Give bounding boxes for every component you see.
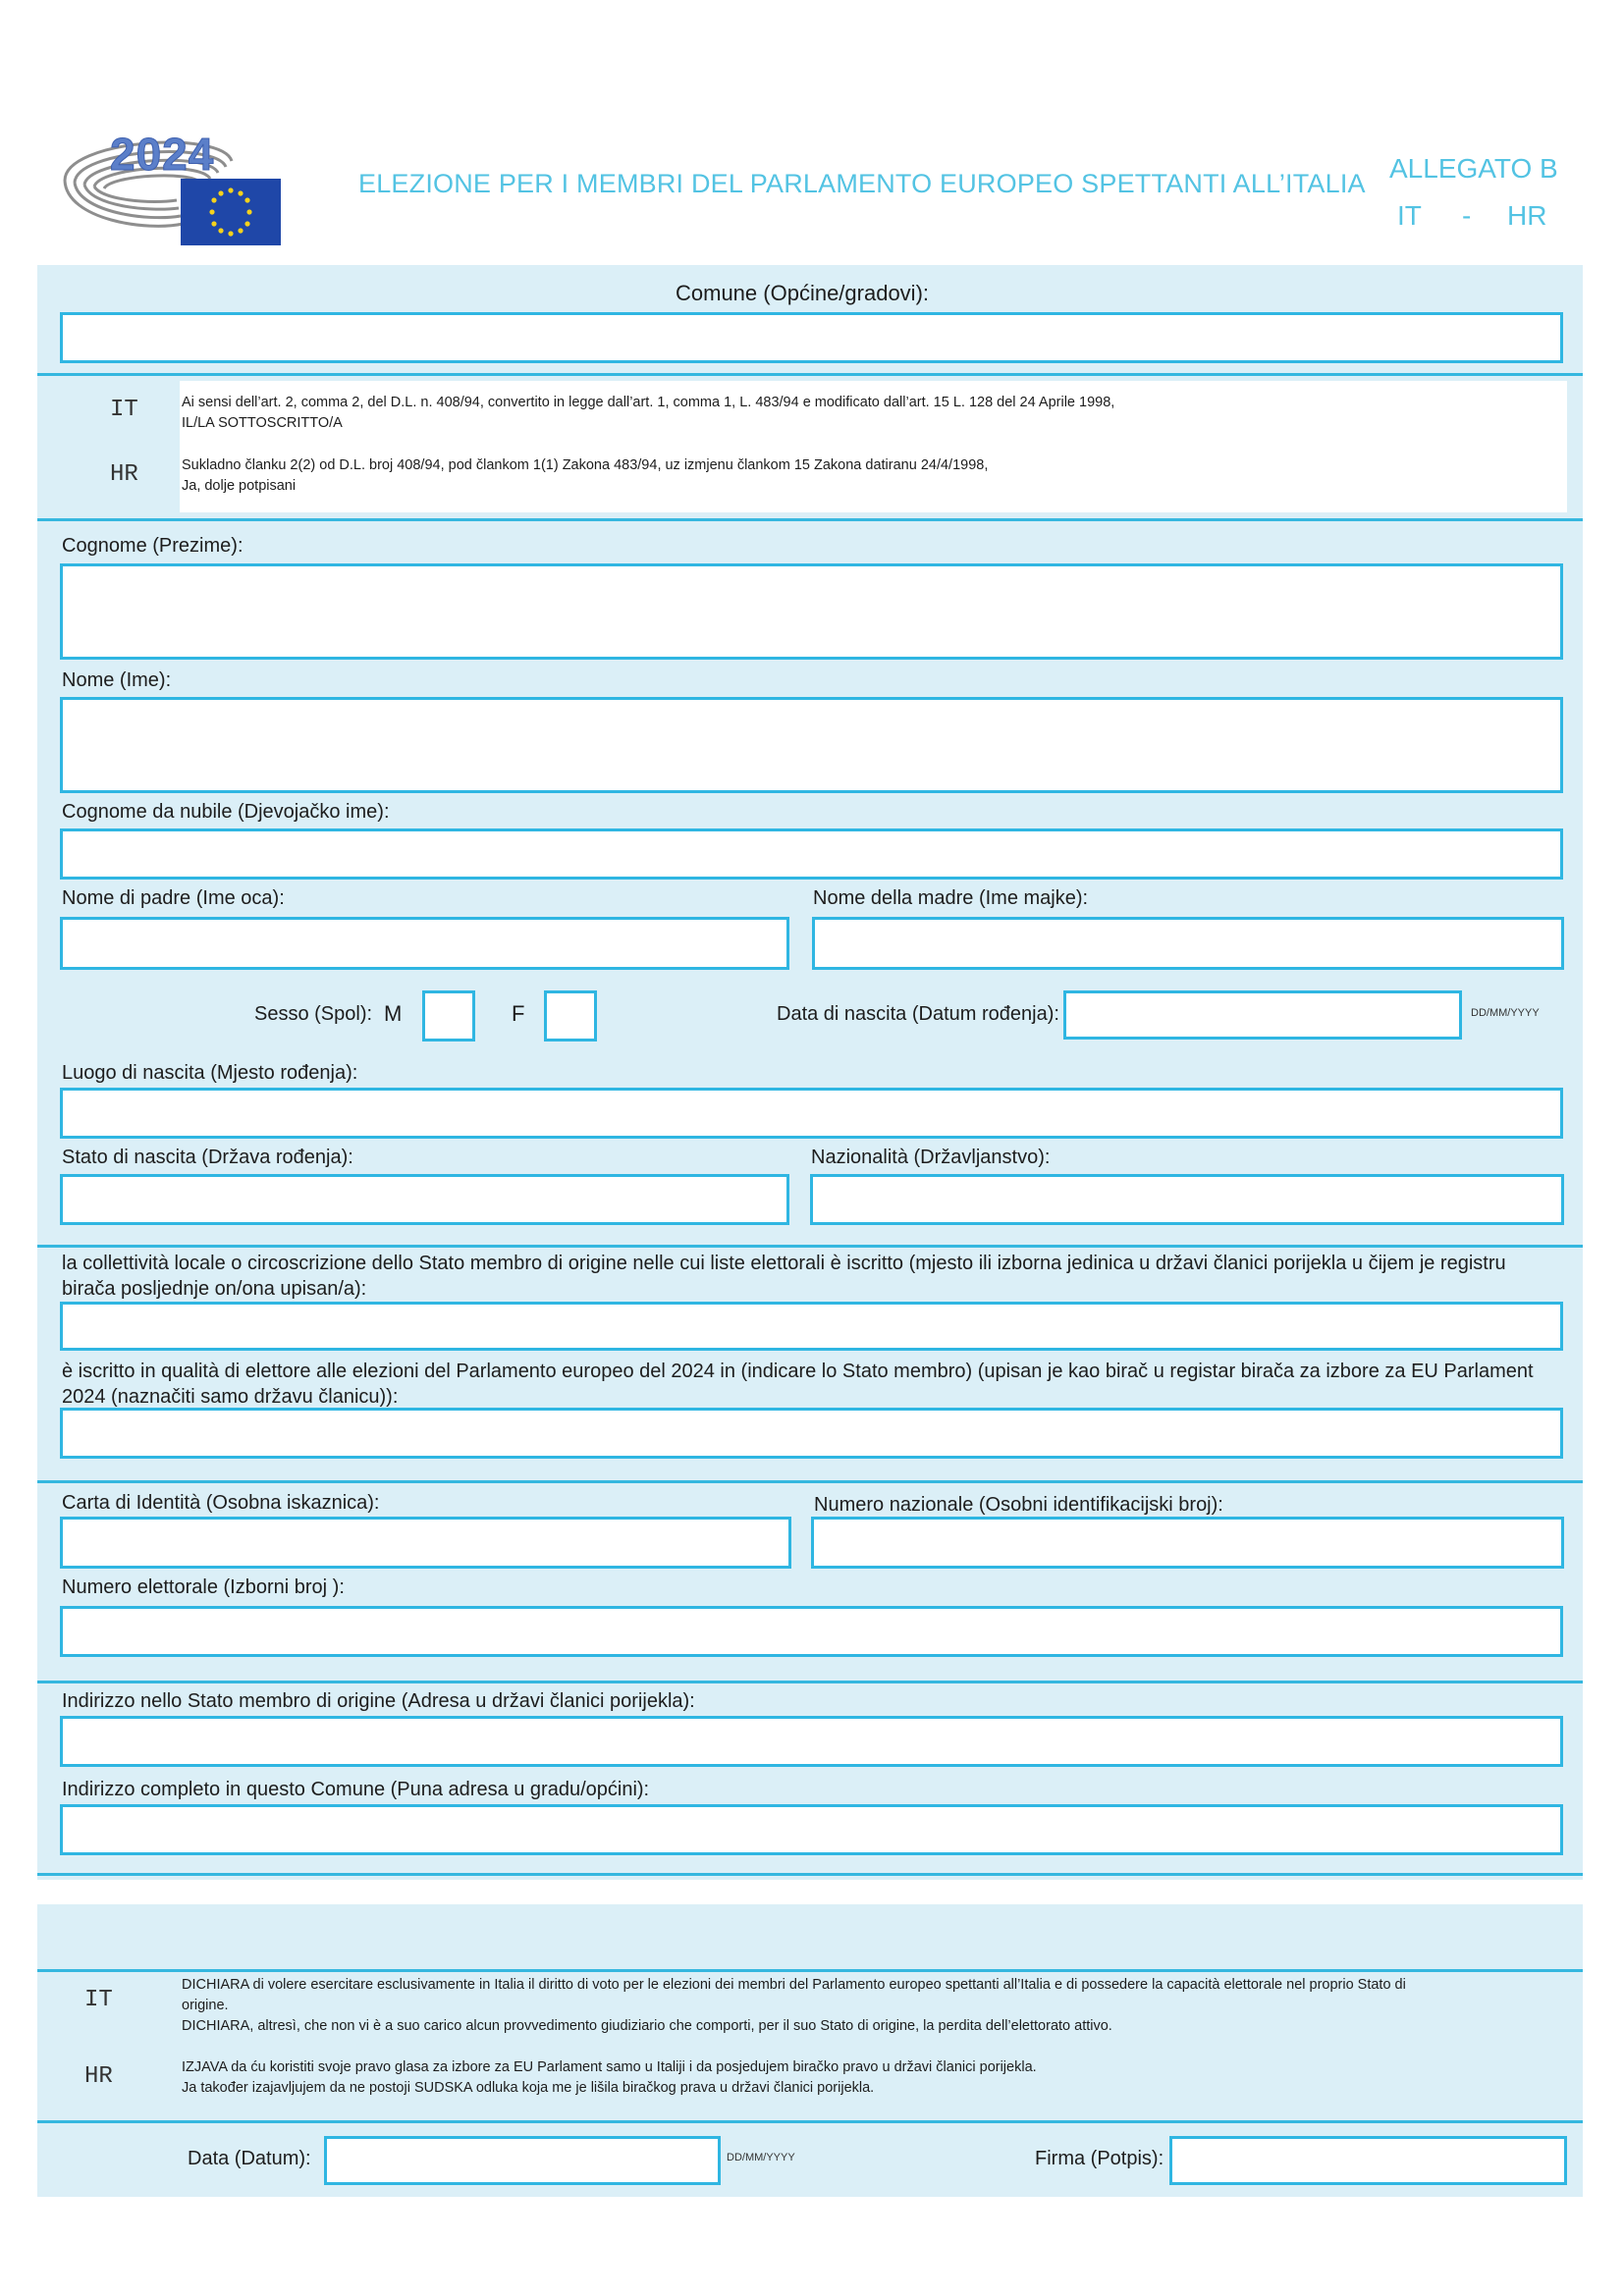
separator [37, 1480, 1583, 1483]
declaration-hr-code: HR [84, 2063, 113, 2090]
nazionalita-field[interactable] [810, 1174, 1564, 1225]
numero-nazionale-label: Numero nazionale (Osobni identifikacijski broj): [814, 1494, 1223, 1516]
comune-field[interactable] [60, 312, 1563, 363]
sesso-m-checkbox[interactable] [422, 990, 475, 1041]
declaration-hr-line1: IZJAVA da ću koristiti svoje pravo glasa za izbore za EU Parlament samo u Italiji i da posjedujem biračko pravo u državi članici porijekla. [182, 2059, 1037, 2075]
nubile-field[interactable] [60, 828, 1563, 880]
declaration-it-line3: DICHIARA, altresì, che non vi è a suo carico alcun provvedimento giudiziario che comporti, per il suo Stato di origine, la perdita dell’elettorato attivo. [182, 2018, 1112, 2034]
carta-label: Carta di Identità (Osobna iskaznica): [62, 1492, 380, 1514]
separator [37, 2120, 1583, 2123]
sesso-f-label: F [512, 1001, 525, 1026]
sesso-f-checkbox[interactable] [544, 990, 597, 1041]
legal-it-line1: Ai sensi dell’art. 2, comma 2, del D.L. n. 408/94, convertito in legge dall’art. 1, comma 1, L. 483/94 e modificato dall’art. 15 L. 128 del 24 Aprile 1998, [182, 395, 1115, 410]
carta-field[interactable] [60, 1517, 791, 1569]
declaration-it-code: IT [84, 1987, 113, 2013]
nascita-data-label: Data di nascita (Datum rođenja): [777, 1003, 1059, 1025]
madre-field[interactable] [812, 917, 1564, 970]
collettivita-field[interactable] [60, 1302, 1563, 1351]
luogo-label: Luogo di nascita (Mjesto rođenja): [62, 1062, 358, 1084]
sesso-label: Sesso (Spol): [254, 1003, 373, 1025]
indirizzo-comune-label: Indirizzo completo in questo Comune (Puna adresa u gradu/općini): [62, 1779, 650, 1800]
stato-field[interactable] [60, 1174, 789, 1225]
cognome-label: Cognome (Prezime): [62, 535, 244, 557]
nome-field[interactable] [60, 697, 1563, 793]
legal-it-line2: IL/LA SOTTOSCRITTO/A [182, 415, 343, 431]
separator [37, 518, 1583, 521]
page-title: ELEZIONE PER I MEMBRI DEL PARLAMENTO EUROPEO SPETTANTI ALL’ITALIA [358, 169, 1366, 198]
iscritto-label-line2: 2024 (naznačiti samo državu članicu)): [62, 1386, 399, 1408]
numero-nazionale-field[interactable] [811, 1517, 1564, 1569]
legal-hr-line1: Sukladno članku 2(2) od D.L. broj 408/94, pod člankom 1(1) Zakona 483/94, uz izmjenu člankom 15 Zakona datiranu 24/4/1998, [182, 457, 989, 473]
data-label: Data (Datum): [188, 2148, 311, 2169]
separator [37, 373, 1583, 376]
data-field[interactable] [324, 2136, 721, 2185]
lang-separator: - [1462, 200, 1472, 231]
padre-field[interactable] [60, 917, 789, 970]
collettivita-label-line1: la collettività locale o circoscrizione dello Stato membro di origine nelle cui liste elettorali è iscritto (mjesto ili izborna jedinica u državi članici porijekla u čijem je registru [62, 1253, 1506, 1274]
luogo-field[interactable] [60, 1088, 1563, 1139]
iscritto-label-line1: è iscritto in qualità di elettore alle elezioni del Parlamento europeo del 2024 in (indicare lo Stato membro) (upisan je kao birač u registar birača za izbore za EU Parlament [62, 1361, 1534, 1382]
comune-label: Comune (Općine/gradovi): [676, 281, 930, 305]
logo-year: 2024 [110, 129, 215, 180]
padre-label: Nome di padre (Ime oca): [62, 887, 285, 909]
nascita-data-field[interactable] [1063, 990, 1462, 1040]
nubile-label: Cognome da nubile (Djevojačko ime): [62, 801, 390, 823]
indirizzo-origine-field[interactable] [60, 1716, 1563, 1767]
nome-label: Nome (Ime): [62, 669, 172, 691]
lang-right: HR [1507, 200, 1547, 231]
nascita-date-format: DD/MM/YYYY [1471, 1007, 1540, 1019]
collettivita-label-line2: birača posljednje on/ona upisan/a): [62, 1278, 367, 1300]
numero-elettorale-field[interactable] [60, 1606, 1563, 1657]
legal-hr-line2: Ja, dolje potpisani [182, 478, 297, 494]
allegato-label: ALLEGATO B [1389, 153, 1558, 184]
cognome-field[interactable] [60, 563, 1563, 660]
nazionalita-label: Nazionalità (Državljanstvo): [811, 1147, 1051, 1168]
separator [37, 1245, 1583, 1248]
iscritto-field[interactable] [60, 1408, 1563, 1459]
stato-label: Stato di nascita (Država rođenja): [62, 1147, 353, 1168]
logo [59, 122, 285, 247]
declaration-it-line2: origine. [182, 1998, 229, 2013]
firma-field[interactable] [1169, 2136, 1567, 2185]
legal-it-code: IT [110, 397, 138, 423]
firma-label: Firma (Potpis): [1035, 2148, 1164, 2169]
indirizzo-origine-label: Indirizzo nello Stato membro di origine (Adresa u državi članici porijekla): [62, 1690, 695, 1712]
declaration-it-line1: DICHIARA di volere esercitare esclusivamente in Italia il diritto di voto per le elezioni dei membri del Parlamento europeo spettanti all’Italia e di possedere la capacità elettorale nel proprio Stato di [182, 1977, 1406, 1993]
indirizzo-comune-field[interactable] [60, 1804, 1563, 1855]
numero-elettorale-label: Numero elettorale (Izborni broj ): [62, 1576, 345, 1598]
separator [37, 1681, 1583, 1683]
legal-hr-code: HR [110, 461, 138, 488]
lang-left: IT [1397, 200, 1422, 231]
sesso-m-label: M [384, 1001, 403, 1026]
data-date-format: DD/MM/YYYY [727, 2152, 795, 2163]
separator [37, 1969, 1583, 1972]
madre-label: Nome della madre (Ime majke): [813, 887, 1089, 909]
separator [37, 1873, 1583, 1876]
declaration-hr-line2: Ja također izajavljujem da ne postoji SUDSKA odluka koja me je lišila biračkog prava u državi članici porijekla. [182, 2080, 875, 2096]
